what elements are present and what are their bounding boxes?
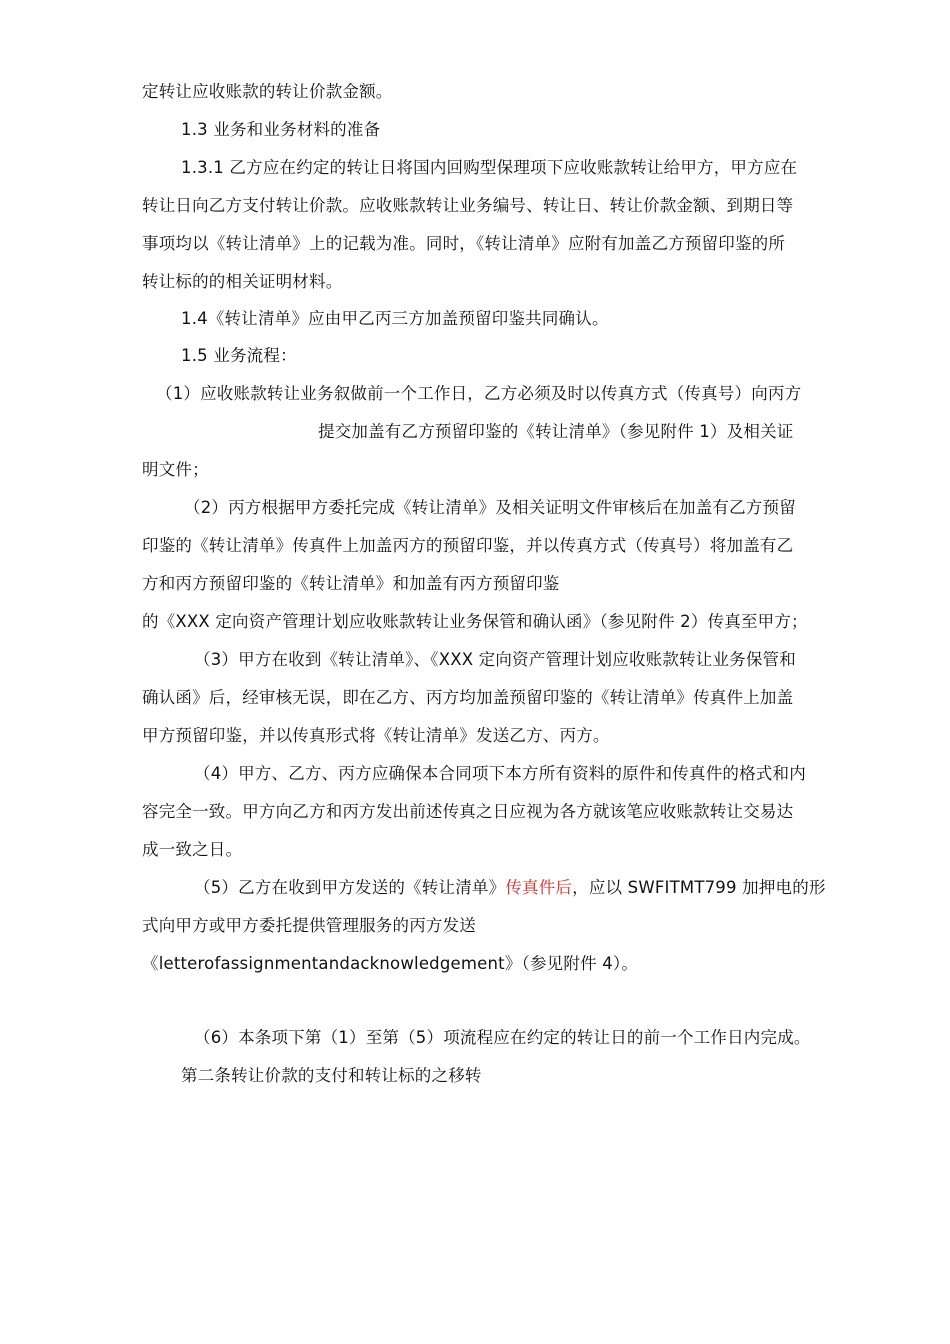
- paragraph-line: 确认函》后，经审核无误，即在乙方、丙方均加盖预留印鉴的《转让清单》传真件上加盖: [142, 688, 794, 707]
- paragraph-line: 式向甲方或甲方委托提供管理服务的丙方发送: [142, 916, 476, 935]
- paragraph-line: 方和丙方预留印鉴的《转让清单》和加盖有丙方预留印鉴: [142, 574, 560, 593]
- paragraph-line: 1.4《转让清单》应由甲乙丙三方加盖预留印鉴共同确认。: [181, 309, 609, 328]
- highlighted-text: 传真件后: [505, 878, 573, 897]
- article-heading: 第二条转让价款的支付和转让标的之移转: [181, 1066, 482, 1085]
- paragraph-line: （3）甲方在收到《转让清单》、《XXX 定向资产管理计划应收账款转让业务保管和: [194, 650, 796, 669]
- paragraph-line: （4）甲方、乙方、丙方应确保本合同项下本方所有资料的原件和传真件的格式和内: [194, 764, 806, 783]
- paragraph-line: （6）本条项下第（1）至第（5）项流程应在约定的转让日的前一个工作日内完成。: [194, 1028, 811, 1047]
- paragraph-line: 甲方预留印鉴，并以传真形式将《转让清单》发送乙方、丙方。: [142, 726, 610, 745]
- paragraph-line: 《letterofassignmentandacknowledgement》（参见附件 4）。: [142, 954, 639, 973]
- paragraph-line: 成一致之日。: [142, 840, 243, 859]
- paragraph-line: 1.3.1 乙方应在约定的转让日将国内回购型保理项下应收账款转让给甲方，甲方应在: [181, 158, 798, 177]
- paragraph-line: （1）应收账款转让业务叙做前一个工作日，乙方必须及时以传真方式（传真号）向丙方: [156, 384, 802, 403]
- paragraph-line: 转让标的的相关证明材料。: [142, 272, 343, 291]
- paragraph-line: 事项均以《转让清单》上的记载为准。同时，《转让清单》应附有加盖乙方预留印鉴的所: [142, 234, 786, 253]
- section-heading: 1.3 业务和业务材料的准备: [181, 120, 381, 139]
- paragraph-line: 的《XXX 定向资产管理计划应收账款转让业务保管和确认函》（参见附件 2）传真至甲方；: [142, 612, 808, 631]
- paragraph-line: （2）丙方根据甲方委托完成《转让清单》及相关证明文件审核后在加盖有乙方预留: [184, 498, 796, 517]
- paragraph-line: [194, 876, 826, 900]
- paragraph-line: 印鉴的《转让清单》传真件上加盖丙方的预留印鉴，并以传真方式（传真号）将加盖有乙: [142, 536, 794, 555]
- section-heading: 1.5 业务流程：: [181, 346, 297, 365]
- paragraph-line: 提交加盖有乙方预留印鉴的《转让清单》（参见附件 1）及相关证: [318, 422, 794, 441]
- paragraph-line: 转让日向乙方支付转让价款。应收账款转让业务编号、转让日、转让价款金额、到期日等: [142, 196, 794, 215]
- paragraph-line: 定转让应收账款的转让价款金额。: [142, 82, 393, 101]
- paragraph-text: ，应以 SWFITMT799 加押电的形: [572, 878, 826, 897]
- paragraph-line: 容完全一致。甲方向乙方和丙方发出前述传真之日应视为各方就该笔应收账款转让交易达: [142, 802, 794, 821]
- paragraph-text: （5）乙方在收到甲方发送的《转让清单》: [194, 878, 506, 897]
- paragraph-line: 明文件；: [142, 460, 209, 479]
